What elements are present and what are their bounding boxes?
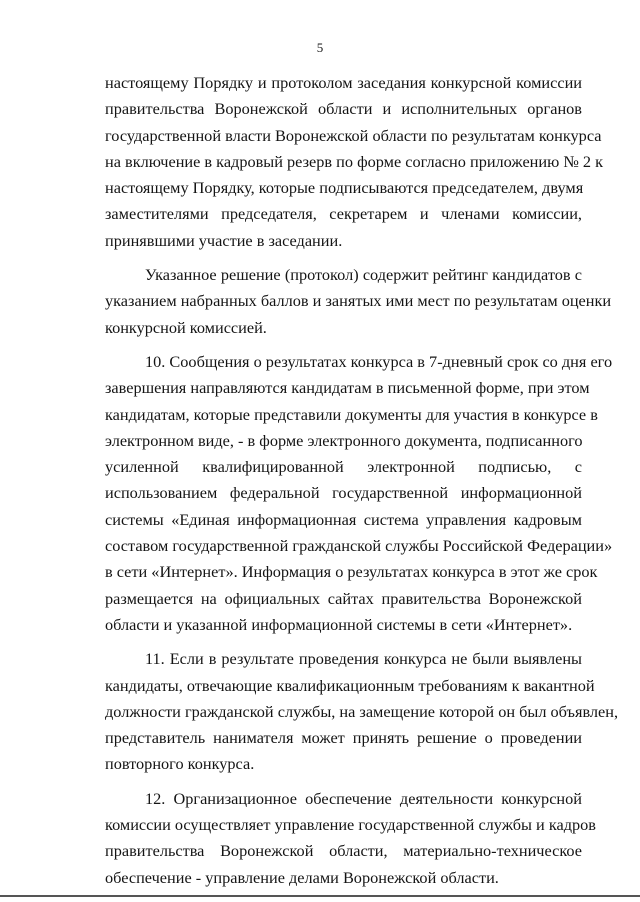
text-line: 12. Организационное обеспечение деятельности конкурсной — [145, 788, 582, 808]
text-line: представитель нанимателя может принять решение о проведении — [105, 728, 582, 748]
text-line: настоящему Порядку и протоколом заседания конкурсной комиссии — [105, 73, 582, 92]
text-line: 10. Сообщения о результатах конкурса в 7-дневный срок со дня его — [145, 351, 613, 371]
text-line: конкурсной комиссией. — [105, 317, 267, 337]
text-line: завершения направляются кандидатам в письменной форме, при этом — [105, 378, 590, 398]
text-line: области и указанной информационной системы в сети «Интернет». — [105, 614, 573, 634]
text-line: усиленной квалифицированной электронной подписью, с — [105, 457, 582, 477]
text-line: правительства Воронежской области и исполнительных органов — [105, 99, 582, 119]
text-line: принявшими участие в заседании. — [105, 230, 343, 250]
text-line: настоящему Порядку, которые подписываются председателем, двумя — [105, 178, 584, 198]
text-line: Указанное решение (протокол) содержит рейтинг кандидатов с — [145, 265, 582, 285]
text-line: правительства Воронежской области, материально-техническое — [105, 841, 582, 861]
paragraph-12 — [105, 786, 596, 891]
page-number: 5 — [316, 40, 324, 55]
text-line: заместителями председателя, секретарем и членами комиссии, — [105, 204, 582, 224]
text-line: в сети «Интернет». Информация о результатах конкурса в этот же срок — [105, 562, 598, 582]
text-line: кандидатам, которые представили документы для участия в конкурсе в — [105, 404, 598, 424]
document-body — [105, 70, 619, 891]
text-line: использованием федеральной государственной информационной — [105, 483, 582, 503]
paragraph-continuation — [105, 70, 604, 254]
paragraph-11 — [105, 646, 619, 777]
text-line: на включение в кадровый резерв по форме согласно приложению № 2 к — [105, 151, 604, 171]
text-line: должности гражданской службы, на замещение которой он был объявлен, — [105, 701, 619, 721]
text-line: электронном виде, - в форме электронного документа, подписанного — [105, 430, 583, 450]
paragraph-protocol-rating — [105, 262, 612, 341]
text-line: комиссии осуществляет управление государственной службы и кадров — [105, 815, 596, 835]
text-line: составом государственной гражданской службы Российской Федерации» — [105, 536, 613, 556]
text-line: повторного конкурса. — [105, 754, 255, 774]
text-line: 11. Если в результате проведения конкурса не были выявлены — [145, 649, 582, 669]
text-line: кандидаты, отвечающие квалификационным требованиям к вакантной — [105, 675, 595, 695]
text-line: государственной власти Воронежской области по результатам конкурса — [105, 125, 602, 145]
text-line: указанием набранных баллов и занятых ими мест по результатам оценки — [105, 291, 612, 311]
text-line: размещается на официальных сайтах правительства Воронежской — [105, 588, 582, 608]
text-line: обеспечение - управление делами Воронежской области. — [105, 867, 499, 887]
paragraph-10 — [105, 349, 613, 638]
page-bottom-rule — [0, 895, 640, 897]
text-line: системы «Единая информационная система управления кадровым — [105, 509, 582, 529]
